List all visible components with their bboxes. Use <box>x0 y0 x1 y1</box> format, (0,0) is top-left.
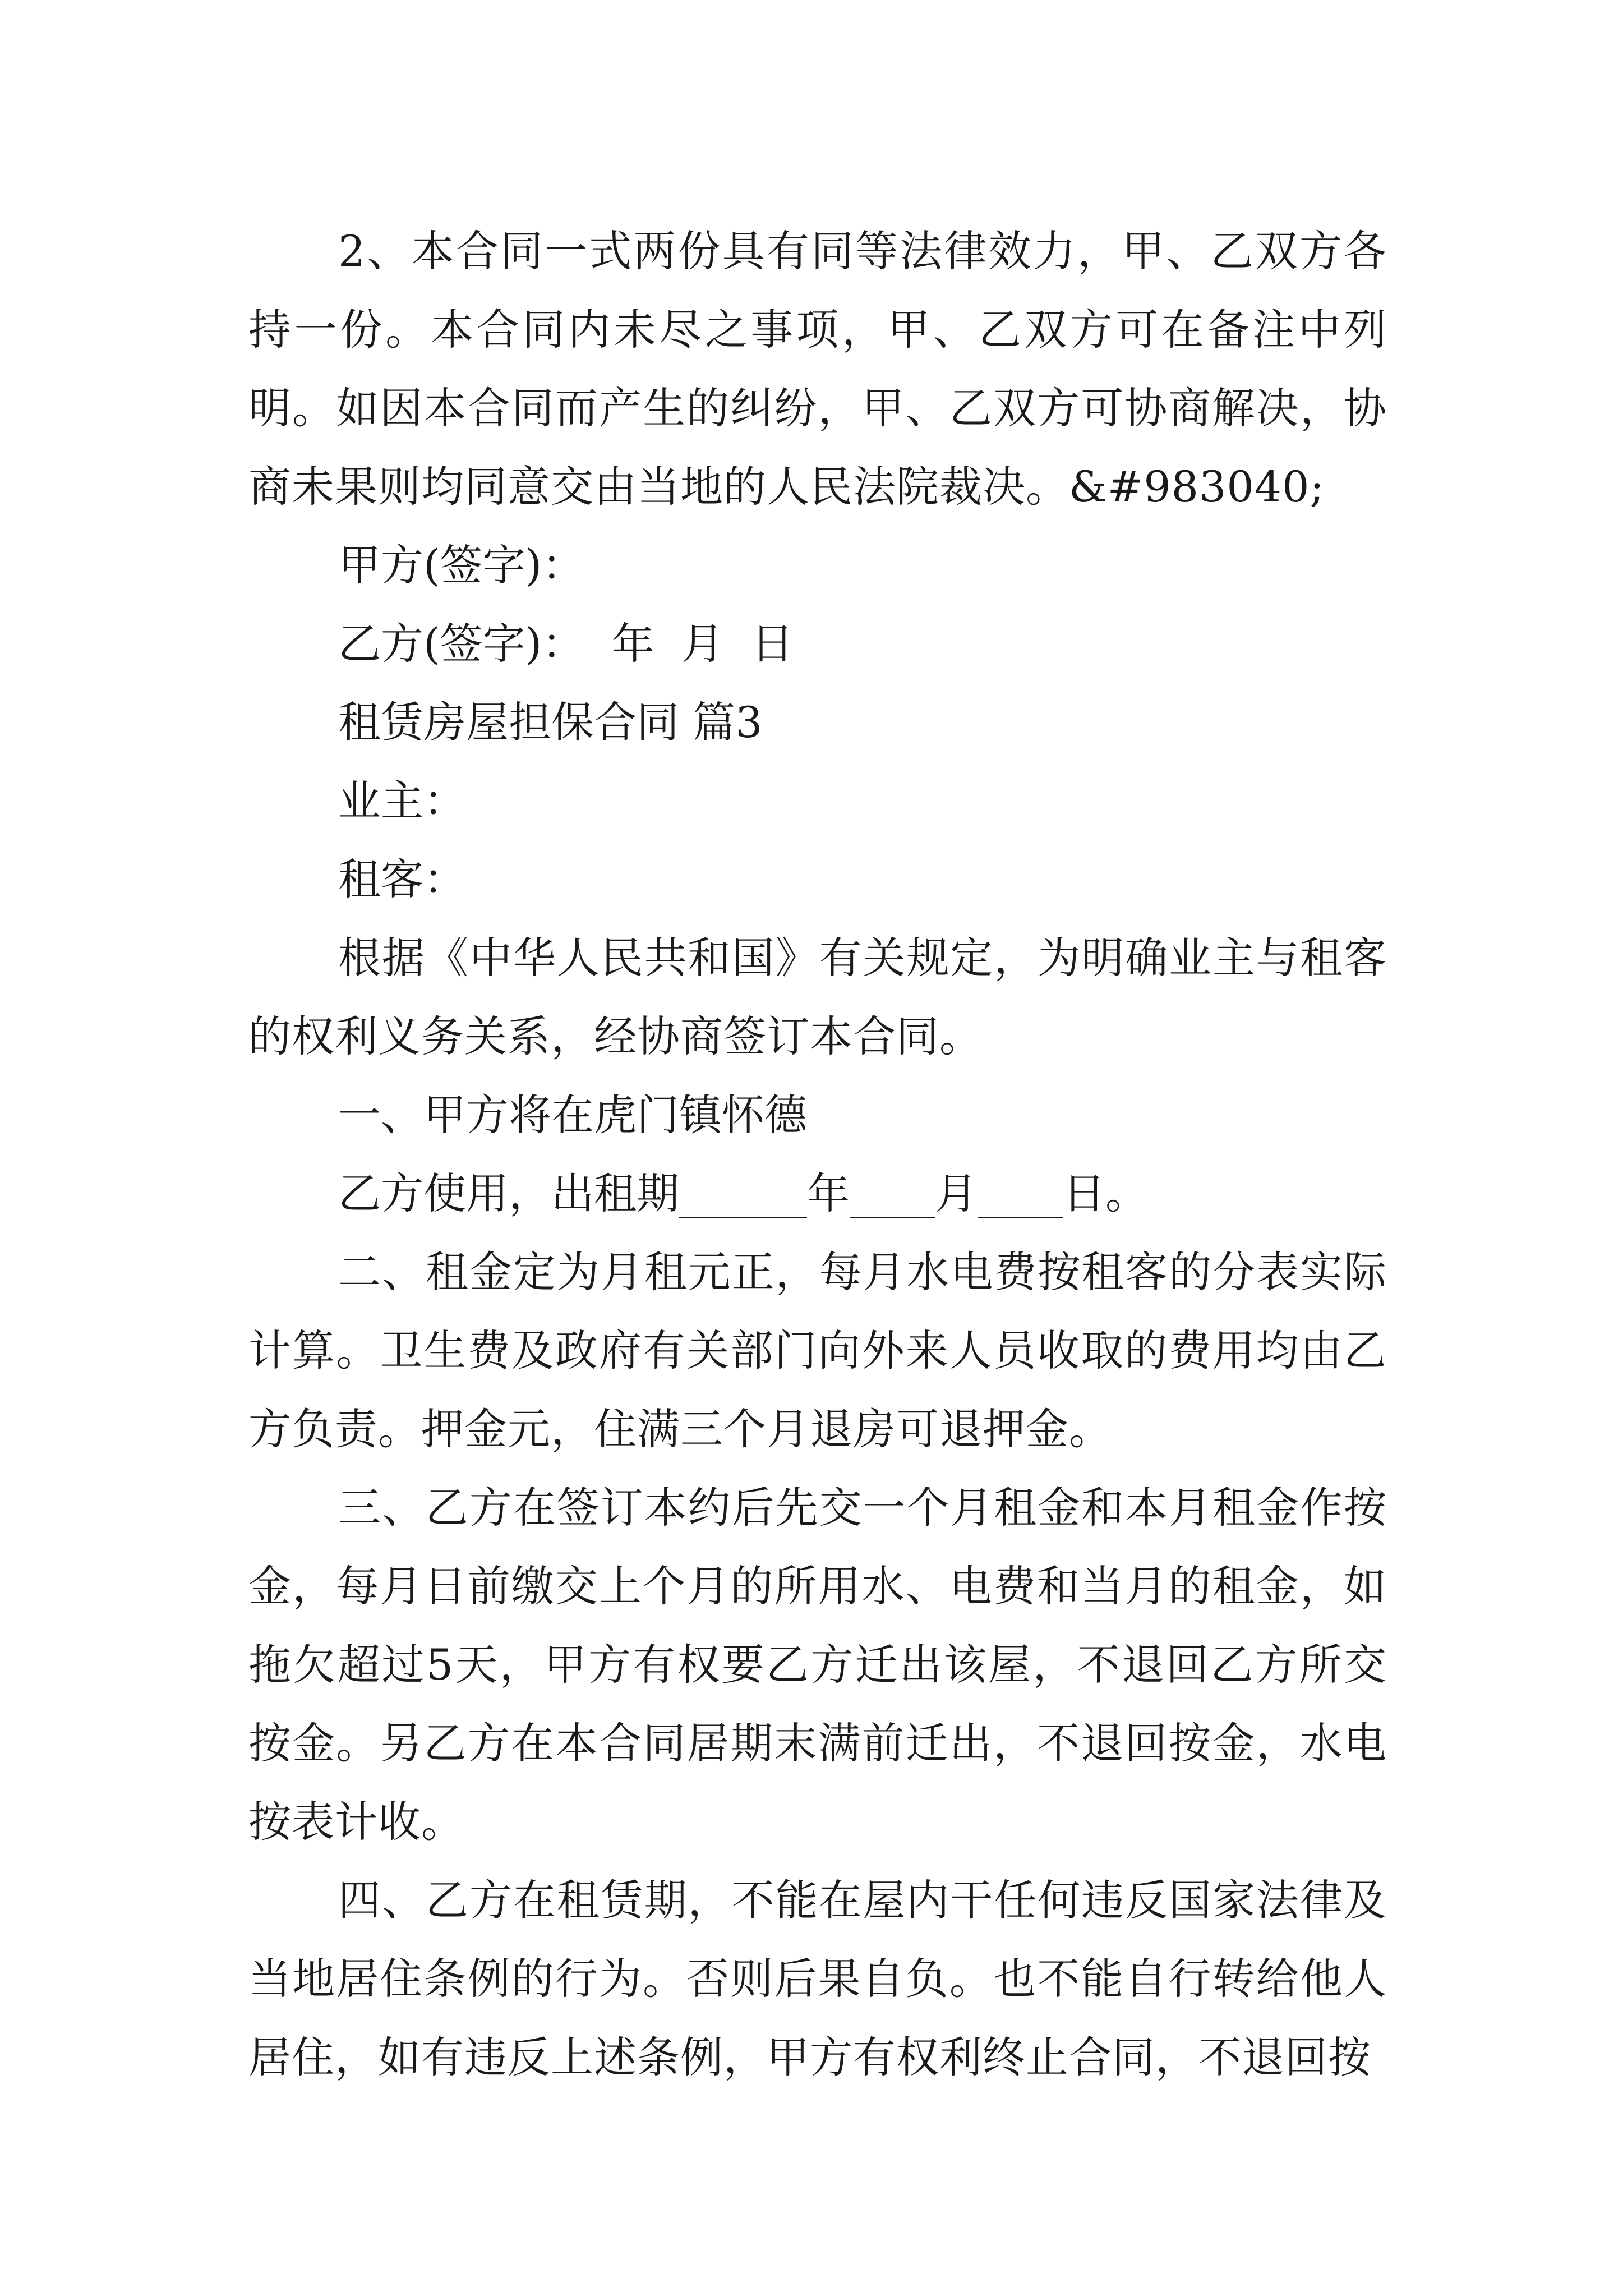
tenant-label: 租客： <box>338 854 466 904</box>
clause-one-term: 乙方使用，出租期______年____月____日。 <box>338 1168 1148 1218</box>
clause-one: 一、甲方将在虎门镇怀德 <box>338 1090 807 1140</box>
owner-label: 业主： <box>338 776 466 826</box>
clause-three: 三、乙方在签订本约后先交一个月租金和本月租金作按金，每月日前缴交上个月的所用水、电费和当月的租金，如拖欠超过5天，甲方有权要乙方迁出该屋，不退回乙方所交按金。另乙方在本合同居期末满前迁出，不退回按金，水电按表计收。 <box>248 1483 1387 1847</box>
document-body <box>248 212 1387 2097</box>
party-b-signature-line: 乙方(签字)： 年 月 日 <box>338 619 794 669</box>
party-a-signature-line: 甲方(签字)： <box>338 540 585 590</box>
clause-two: 二、租金定为月租元正，每月水电费按租客的分表实际计算。卫生费及政府有关部门向外来人员收取的费用均由乙方负责。押金元，住满三个月退房可退押金。 <box>248 1247 1387 1454</box>
paragraph-basis: 根据《中华人民共和国》有关规定，为明确业主与租客的权利义务关系，经协商签订本合同。 <box>248 933 1387 1061</box>
section-title: 租赁房屋担保合同 篇3 <box>338 697 763 747</box>
paragraph-validity: 2、本合同一式两份具有同等法律效力，甲、乙双方各持一份。本合同内未尽之事项，甲、乙双方可在备注中列明。如因本合同而产生的纠纷，甲、乙双方可协商解决，协商未果则均同意交由当地的人民法院裁决。&#983040; <box>248 226 1387 512</box>
clause-four: 四、乙方在租赁期，不能在屋内干任何违反国家法律及当地居住条例的行为。否则后果自负。也不能自行转给他人居住，如有违反上述条例，甲方有权利终止合同，不退回按 <box>248 1875 1387 2082</box>
